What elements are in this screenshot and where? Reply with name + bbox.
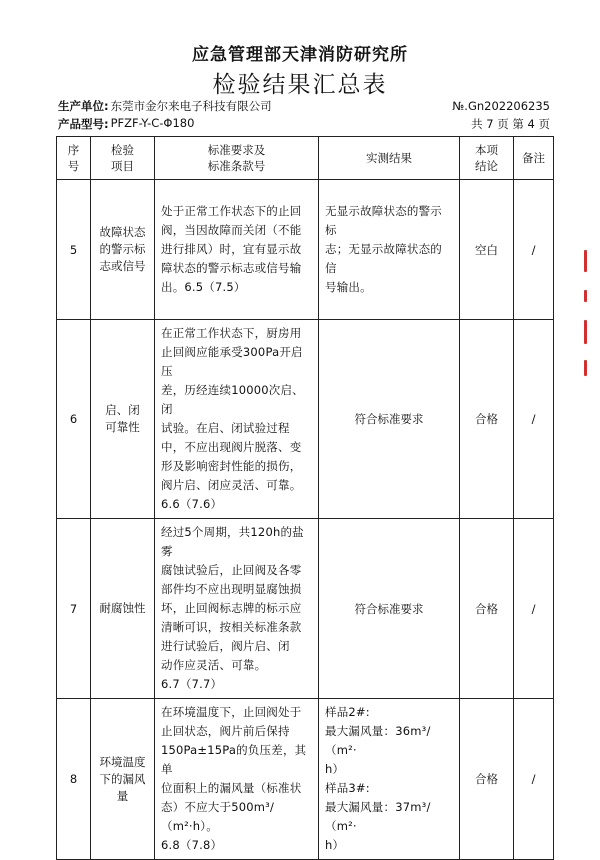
page-info: 共 7 页 第 4 页 — [471, 117, 550, 131]
cell-seq: 6 — [57, 320, 91, 519]
table-row — [57, 699, 554, 860]
cell-result: 符合标准要求 — [319, 320, 460, 519]
seal-mark — [584, 320, 587, 344]
producer-value: 东莞市金尔来电子科技有限公司 — [110, 99, 272, 113]
cell-remark: / — [514, 699, 554, 860]
cell-item: 故障状态 的警示标 志或信号 — [91, 180, 155, 320]
seal-mark — [584, 290, 587, 302]
header-seq: 序 号 — [57, 137, 91, 180]
org-title: 应急管理部天津消防研究所 — [192, 45, 408, 65]
header-remark: 备注 — [514, 137, 554, 180]
document-title: 检验结果汇总表 — [212, 72, 388, 98]
cell-item: 耐腐蚀性 — [91, 519, 155, 699]
seal-mark — [584, 250, 587, 272]
header-requirement: 标准要求及 标准条款号 — [155, 137, 319, 180]
header-conclusion: 本项 结论 — [460, 137, 514, 180]
cell-item: 启、闭 可靠性 — [91, 320, 155, 519]
cell-requirement: 经过5个周期，共120h的盐雾 腐蚀试验后，止回阀及各零 部件均不应出现明显腐蚀损 坏，止回阀标志牌的标示应 清晰可识，按相关标准条款 进行试验后，阀片启、闭 动作应灵活、可靠。 6.7（7.7） — [155, 519, 319, 699]
header-item: 检验 项目 — [91, 137, 155, 180]
meta-row-producer — [58, 98, 550, 114]
model-value: PFZF-Y-C-Φ180 — [110, 116, 195, 130]
margin-seal-marks — [578, 250, 594, 380]
cell-seq: 8 — [57, 699, 91, 860]
table-header-row — [57, 137, 554, 180]
cell-conclusion: 空白 — [460, 180, 514, 320]
cell-requirement: 在正常工作状态下，厨房用 止回阀应能承受300Pa开启压 差，历经连续10000次启、闭 试验。在启、闭试验过程 中，不应出现阀片脱落、变 形及影响密封性能的损伤， 阀片启、闭应灵活、可靠。 6.6（7.6） — [155, 320, 319, 519]
cell-result: 符合标准要求 — [319, 519, 460, 699]
cell-conclusion: 合格 — [460, 320, 514, 519]
header-result: 实测结果 — [319, 137, 460, 180]
cell-result: 样品2#: 最大漏风量：36m³/（m²· h） 样品3#: 最大漏风量：37m³/（m²· h） — [319, 699, 460, 860]
cell-seq: 7 — [57, 519, 91, 699]
cell-result: 无显示故障状态的警示标 志；无显示故障状态的信 号输出。 — [319, 180, 460, 320]
results-table — [56, 136, 554, 860]
cell-remark: / — [514, 519, 554, 699]
cell-remark: / — [514, 180, 554, 320]
cell-item: 环境温度 下的漏风 量 — [91, 699, 155, 860]
seal-mark — [584, 360, 587, 376]
cell-requirement: 在环境温度下，止回阀处于 止回状态，阀片前后保持 150Pa±15Pa的负压差，其单 位面积上的漏风量（标准状 态）不应大于500m³/（m²·h）。 6.8（7.8） — [155, 699, 319, 860]
producer-label: 生产单位: — [58, 99, 109, 113]
cell-conclusion: 合格 — [460, 699, 514, 860]
model-label: 产品型号: — [58, 117, 109, 131]
table-row — [57, 320, 554, 519]
table-row — [57, 180, 554, 320]
cell-remark: / — [514, 320, 554, 519]
cell-requirement: 处于正常工作状态下的止回 阀，当因故障而关闭（不能 进行排风）时，宜有显示故 障状态的警示标志或信号输 出。6.5（7.5） — [155, 180, 319, 320]
meta-row-model — [58, 116, 550, 132]
report-number: №.Gn202206235 — [452, 99, 550, 113]
table-row — [57, 519, 554, 699]
cell-seq: 5 — [57, 180, 91, 320]
cell-conclusion: 合格 — [460, 519, 514, 699]
